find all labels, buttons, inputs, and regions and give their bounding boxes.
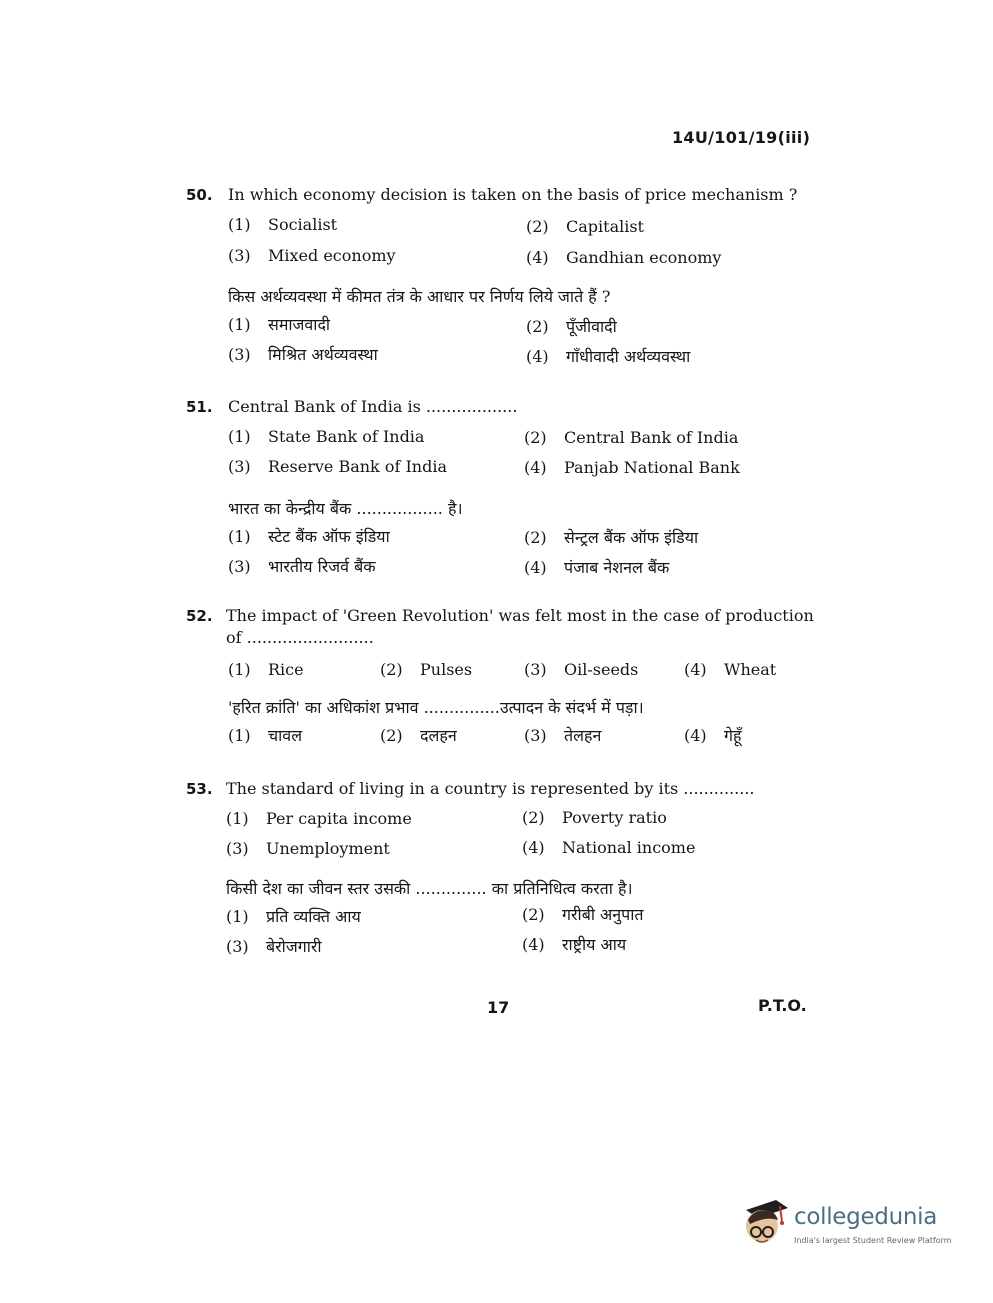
option-2: (2) Capitalist xyxy=(526,217,644,236)
question-number: 50. xyxy=(186,186,213,204)
option-1-hi: (1) स्टेट बैंक ऑफ इंडिया xyxy=(228,527,390,546)
pto-label: P.T.O. xyxy=(758,996,807,1015)
question-number: 51. xyxy=(186,398,213,416)
option-2-hi: (2) पूँजीवादी xyxy=(526,317,617,336)
question-text-en: The impact of 'Green Revolution' was felt most in the case of production of ......................... xyxy=(226,606,814,647)
paper-code: 14U/101/19(iii) xyxy=(672,128,811,147)
question-number: 52. xyxy=(186,607,213,625)
option-2-hi: (2) दलहन xyxy=(380,726,457,745)
page-number: 17 xyxy=(487,998,510,1017)
question-text-hi: किसी देश का जीवन स्तर उसकी .............. का प्रतिनिधित्व करता है। xyxy=(226,879,633,898)
option-4-hi: (4) गेहूँ xyxy=(684,726,742,745)
option-1: (1) Rice xyxy=(228,660,304,679)
option-4-hi: (4) राष्ट्रीय आय xyxy=(522,935,627,954)
option-1-hi: (1) समाजवादी xyxy=(228,315,331,334)
option-1: (1) Socialist xyxy=(228,215,338,234)
question-text-hi: किस अर्थव्यवस्था में कीमत तंत्र के आधार पर निर्णय लिये जाते हैं ? xyxy=(228,287,611,306)
option-3-hi: (3) बेरोजगारी xyxy=(226,937,322,956)
option-3: (3) Oil-seeds xyxy=(524,660,639,679)
option-1-hi: (1) चावल xyxy=(228,726,303,745)
option-2: (2) Central Bank of India xyxy=(524,428,739,447)
collegedunia-watermark xyxy=(736,1196,966,1256)
option-1: (1) State Bank of India xyxy=(228,427,425,446)
option-3-hi: (3) मिश्रित अर्थव्यवस्था xyxy=(228,345,378,364)
question-50 xyxy=(186,184,826,376)
option-1: (1) Per capita income xyxy=(226,809,412,828)
options-hi xyxy=(228,314,826,376)
option-4: (4) Wheat xyxy=(684,660,777,679)
option-2-hi: (2) गरीबी अनुपात xyxy=(522,905,644,924)
option-4-hi: (4) पंजाब नेशनल बैंक xyxy=(524,558,670,577)
mascot-icon xyxy=(736,1196,792,1252)
option-4: (4) National income xyxy=(522,838,696,857)
option-3: (3) Reserve Bank of India xyxy=(228,457,447,476)
options-hi xyxy=(226,906,826,968)
question-text-en: The standard of living in a country is represented by its .............. xyxy=(226,779,755,798)
question-52 xyxy=(186,605,826,755)
option-4: (4) Panjab National Bank xyxy=(524,458,740,477)
option-2: (2) Pulses xyxy=(380,660,473,679)
options-en xyxy=(228,214,826,276)
options-hi xyxy=(228,526,826,588)
question-53 xyxy=(186,778,826,968)
question-text-en: Central Bank of India is .................. xyxy=(228,397,518,416)
option-3: (3) Unemployment xyxy=(226,839,390,858)
options-en xyxy=(228,659,826,689)
option-3-hi: (3) भारतीय रिजर्व बैंक xyxy=(228,557,376,576)
option-1-hi: (1) प्रति व्यक्ति आय xyxy=(226,907,361,926)
option-2: (2) Poverty ratio xyxy=(522,808,667,827)
question-51 xyxy=(186,396,826,588)
option-4: (4) Gandhian economy xyxy=(526,248,722,267)
brand-tagline: India's largest Student Review Platform xyxy=(794,1236,952,1245)
question-text-hi: 'हरित क्रांति' का अधिकांश प्रभाव ...............उत्पादन के संदर्भ में पड़ा। xyxy=(228,698,644,717)
question-text-en: In which economy decision is taken on the basis of price mechanism ? xyxy=(228,185,798,204)
option-2-hi: (2) सेन्ट्रल बैंक ऑफ इंडिया xyxy=(524,528,699,547)
option-4-hi: (4) गाँधीवादी अर्थव्यवस्था xyxy=(526,347,691,366)
options-en xyxy=(226,808,826,870)
option-3-hi: (3) तेलहन xyxy=(524,726,602,745)
options-en xyxy=(228,426,826,488)
question-number: 53. xyxy=(186,780,213,798)
question-text-hi: भारत का केन्द्रीय बैंक ................. है। xyxy=(228,499,463,518)
option-3: (3) Mixed economy xyxy=(228,246,396,265)
brand-name: collegedunia xyxy=(794,1204,938,1230)
options-hi xyxy=(228,725,826,755)
